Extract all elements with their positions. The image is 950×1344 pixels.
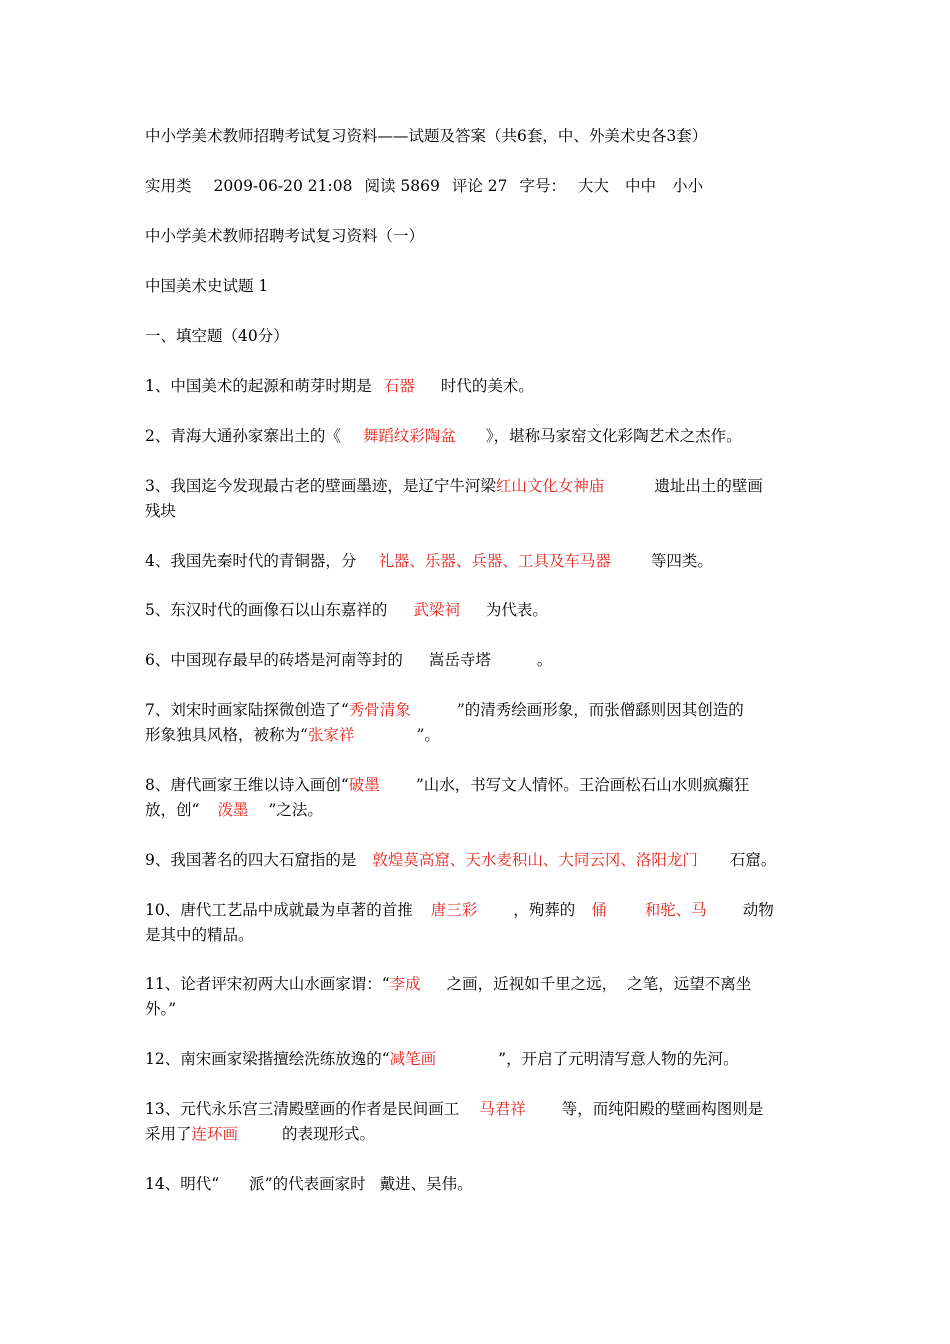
- question-text: 之笔，远望不离坐: [627, 975, 752, 993]
- answer: 破墨: [348, 776, 380, 794]
- question-3: [145, 474, 763, 499]
- question-13: [145, 1097, 763, 1122]
- question-text: 等四类。: [650, 552, 713, 570]
- question-text: 之画，近视如千里之远，: [446, 975, 618, 993]
- question-14: [145, 1172, 473, 1197]
- doc-meta: [145, 174, 703, 199]
- question-11: [145, 972, 751, 997]
- question-7-cont: [145, 723, 440, 748]
- question-text: 时代的美术。: [440, 377, 534, 395]
- answer: 舞蹈纹彩陶盆: [362, 427, 456, 445]
- question-text: ”山水，书写文人情怀。王洽画松石山水则疯癫狂: [415, 776, 750, 794]
- question-text: ”的清秀绘画形象，而张僧繇则因其创造的: [456, 701, 744, 719]
- question-text: 采用了: [145, 1125, 192, 1143]
- question-text: 戴进、吴伟。: [379, 1175, 473, 1193]
- question-8: [145, 773, 749, 798]
- answer: 马君祥: [479, 1100, 526, 1118]
- answer: 张家祥: [307, 726, 355, 744]
- answer: 连环画: [191, 1125, 239, 1143]
- question-1: [145, 374, 534, 399]
- question-text: 7、刘宋时画家陆探微创造了“: [145, 701, 349, 719]
- question-text: 11、论者评宋初两大山水画家谓：“: [145, 975, 390, 993]
- question-text: 派”的代表画家时: [249, 1175, 366, 1193]
- question-10: [145, 898, 774, 923]
- question-text: ”之法。: [268, 801, 323, 819]
- question-text: 。: [536, 651, 553, 669]
- category-label: 实用类: [145, 177, 192, 195]
- question-text: ”，开启了元明清写意人物的先河。: [498, 1050, 739, 1068]
- question-text: 3、我国迄今发现最古老的壁画墨迹，是辽宁牛河梁: [145, 477, 496, 495]
- part-heading: 一、填空题（40分）: [145, 327, 289, 345]
- question-text: 10、唐代工艺品中成就最为卓著的首推: [145, 901, 413, 919]
- answer: 石器: [383, 377, 415, 395]
- answer: 礼器、乐器、兵器、工具及车马器: [378, 552, 611, 570]
- question-13-cont: [145, 1122, 375, 1147]
- question-text: 8、唐代画家王维以诗入画创“: [145, 776, 349, 794]
- read-count: 阅读 5869: [364, 177, 440, 195]
- answer: 减笔画: [389, 1050, 437, 1068]
- question-4: [145, 549, 713, 574]
- question-text: 1、中国美术的起源和萌芽时期是: [145, 377, 372, 395]
- question-5: [145, 598, 548, 623]
- question-text: 4、我国先秦时代的青铜器，分: [145, 552, 357, 570]
- question-text: 形象独具风格，被称为“: [145, 726, 308, 744]
- question-text: 石窟。: [729, 851, 777, 869]
- answer: 和驼、马: [644, 901, 707, 919]
- question-text: 6、中国现存最早的砖塔是河南等封的: [145, 651, 403, 669]
- question-2: [145, 424, 742, 449]
- question-8-cont: [145, 798, 323, 823]
- answer: 俑: [591, 901, 607, 919]
- answer: 泼墨: [217, 801, 249, 819]
- answer: 武梁祠: [413, 601, 460, 619]
- question-text: 13、元代永乐宫三清殿壁画的作者是民间画工: [145, 1100, 460, 1118]
- answer: 红山文化女神庙: [495, 477, 605, 495]
- question-text: ”。: [416, 726, 440, 744]
- question-text: 为代表。: [485, 601, 548, 619]
- question-11-cont: 外。”: [145, 1000, 177, 1018]
- question-text: 动物: [742, 901, 774, 919]
- question-10-cont: 是其中的精品。: [145, 926, 254, 944]
- question-7: [145, 698, 744, 723]
- doc-title: 中小学美术教师招聘考试复习资料——试题及答案（共6套，中、外美术史各3套）: [145, 127, 708, 145]
- answer: 唐三彩: [430, 901, 478, 919]
- question-12: [145, 1047, 739, 1072]
- question-text: 12、南宋画家梁揩擅绘洗练放逸的“: [145, 1050, 390, 1068]
- doc-subtitle: 中小学美术教师招聘考试复习资料（一）: [145, 227, 425, 245]
- font-size-medium-link[interactable]: 中中: [625, 177, 657, 195]
- question-text: 14、明代“: [145, 1175, 220, 1193]
- question-text: 等，而纯阳殿的壁画构图则是: [561, 1100, 764, 1118]
- question-text: 2、青海大通孙家寨出土的《: [145, 427, 341, 445]
- question-text: 放，创“: [145, 801, 200, 819]
- answer: 秀骨清象: [348, 701, 411, 719]
- question-6: [145, 648, 552, 673]
- question-3-cont: 残块: [145, 502, 177, 520]
- comment-count[interactable]: 评论 27: [451, 177, 508, 195]
- question-text: ，殉葬的: [513, 901, 576, 919]
- answer: 敦煌莫高窟、天水麦积山、大同云冈、洛阳龙门: [372, 851, 698, 869]
- question-text: 9、我国著名的四大石窟指的是: [145, 851, 357, 869]
- question-text: 5、东汉时代的画像石以山东嘉祥的: [145, 601, 388, 619]
- question-text: 》，堪称马家窑文化彩陶艺术之杰作。: [485, 427, 742, 445]
- section-heading: 中国美术史试题 1: [145, 277, 269, 295]
- answer: 李成: [389, 975, 421, 993]
- font-size-label: 字号：: [519, 177, 567, 195]
- question-text: 遗址出土的壁画: [654, 477, 763, 495]
- datetime: 2009-06-20 21:08: [213, 177, 353, 195]
- question-9: [145, 848, 776, 873]
- question-text: 的表现形式。: [282, 1125, 376, 1143]
- font-size-large-link[interactable]: 大大: [578, 177, 610, 195]
- answer: 嵩岳寺塔: [428, 651, 491, 669]
- font-size-small-link[interactable]: 小小: [672, 177, 704, 195]
